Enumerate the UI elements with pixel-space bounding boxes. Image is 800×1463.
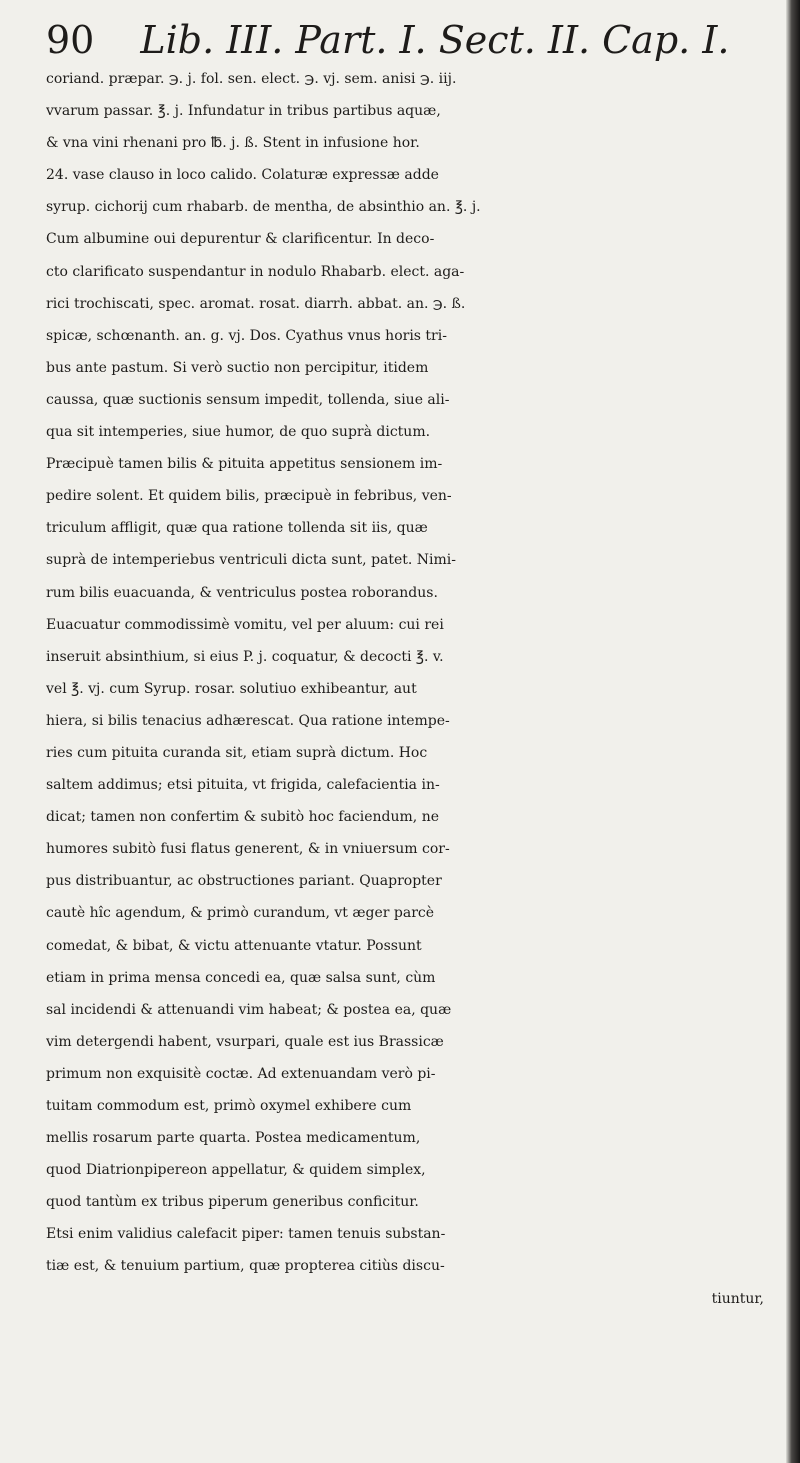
text-line: 24. vase clauso in loco calido. Colaturæ expressæ adde [46,167,439,184]
text-line: pedire solent. Et quidem bilis, præcipuè in febribus, ven- [46,488,452,505]
text-line: bus ante pastum. Si verò suctio non percipitur, itidem [46,359,429,376]
text-line: vel ℥. vj. cum Syrup. rosar. solutiuo exhibeantur, aut [46,680,417,697]
text-line: Etsi enim validius calefacit piper: tamen tenuis substan- [46,1226,446,1243]
text-line: Præcipuè tamen bilis & pituita appetitus sensionem im- [46,456,443,473]
text-line: ries cum pituita curanda sit, etiam suprà dictum. Hoc [46,744,428,761]
text-line: suprà de intemperiebus ventriculi dicta sunt, patet. Nimi- [46,552,457,569]
text-line: & vna vini rhenani pro ℔. j. ß. Stent in infusione hor. [46,135,420,152]
text-line: Cum albumine oui depurentur & clarificentur. In deco- [46,231,435,248]
text-line: coriand. præpar. ℈. j. fol. sen. elect. ℈. vj. sem. anisi ℈. iij. [46,71,457,87]
catchword-line: tiuntur, [711,1290,764,1307]
text-line: pus distribuantur, ac obstructiones pariant. Quapropter [46,873,442,890]
text-line: cautè hîc agendum, & primò curandum, vt æger parcè [46,905,435,922]
text-line: tuitam commodum est, primò oxymel exhibere cum [46,1098,412,1114]
text-line: comedat, & bibat, & victu attenuante vtatur. Possunt [46,937,422,954]
text-line: quod tantùm ex tribus piperum generibus conficitur. [46,1194,419,1211]
text-line: vim detergendi habent, vsurpari, quale est ius Brassicæ [46,1033,444,1050]
text-line: quod Diatrionpipereon appellatur, & quidem simplex, [46,1162,426,1179]
page-header [46,16,766,64]
text-line: sal incidendi & attenuandi vim habeat; & postea ea, quæ [46,1001,452,1018]
page-edge-shadow [786,0,800,1463]
text-line: etiam in prima mensa concedi ea, quæ salsa sunt, cùm [46,969,436,986]
text-line: cto clarificato suspendantur in nodulo Rhabarb. elect. aga- [46,263,465,280]
text-line: inseruit absinthium, si eius P. j. coquatur, & decocti ℥. v. [46,648,444,665]
text-line: spicæ, schœnanth. an. g. vj. Dos. Cyathus vnus horis tri- [46,327,447,344]
body-text [46,63,770,1315]
text-line: saltem addimus; etsi pituita, vt frigida, calefacientia in- [46,777,440,794]
text-line: rici trochiscati, spec. aromat. rosat. diarrh. abbat. an. ℈. ß. [46,295,466,312]
text-line: vvarum passar. ℥. j. Infundatur in tribus partibus aquæ, [46,103,441,120]
text-line: dicat; tamen non confertim & subitò hoc faciendum, ne [46,809,440,826]
text-line: triculum affligit, quæ qua ratione tollenda sit iis, quæ [46,520,428,537]
text-line: hiera, si bilis tenacius adhærescat. Qua ratione intempe- [46,712,450,729]
text-line: Euacuatur commodissimè vomitu, vel per aluum: cui rei [46,616,444,633]
text-line: qua sit intemperies, siue humor, de quo suprà dictum. [46,424,431,441]
text-line: mellis rosarum parte quarta. Postea medicamentum, [46,1130,421,1147]
text-line: primum non exquisitè coctæ. Ad extenuandam verò pi- [46,1065,436,1082]
text-line: rum bilis euacuanda, & ventriculus postea roborandus. [46,584,438,601]
text-line: tiæ est, & tenuium partium, quæ propterea citiùs discu- [46,1258,445,1275]
text-line: caussa, quæ suctionis sensum impedit, tollenda, siue ali- [46,391,450,408]
text-line: humores subitò fusi flatus generent, & in vniuersum cor- [46,841,450,858]
page-number: 90 [46,18,95,62]
text-line: syrup. cichorij cum rhabarb. de mentha, de absinthio an. ℥. j. [46,199,481,216]
running-head: Lib. III. Part. I. Sect. II. Cap. I. [140,18,730,62]
